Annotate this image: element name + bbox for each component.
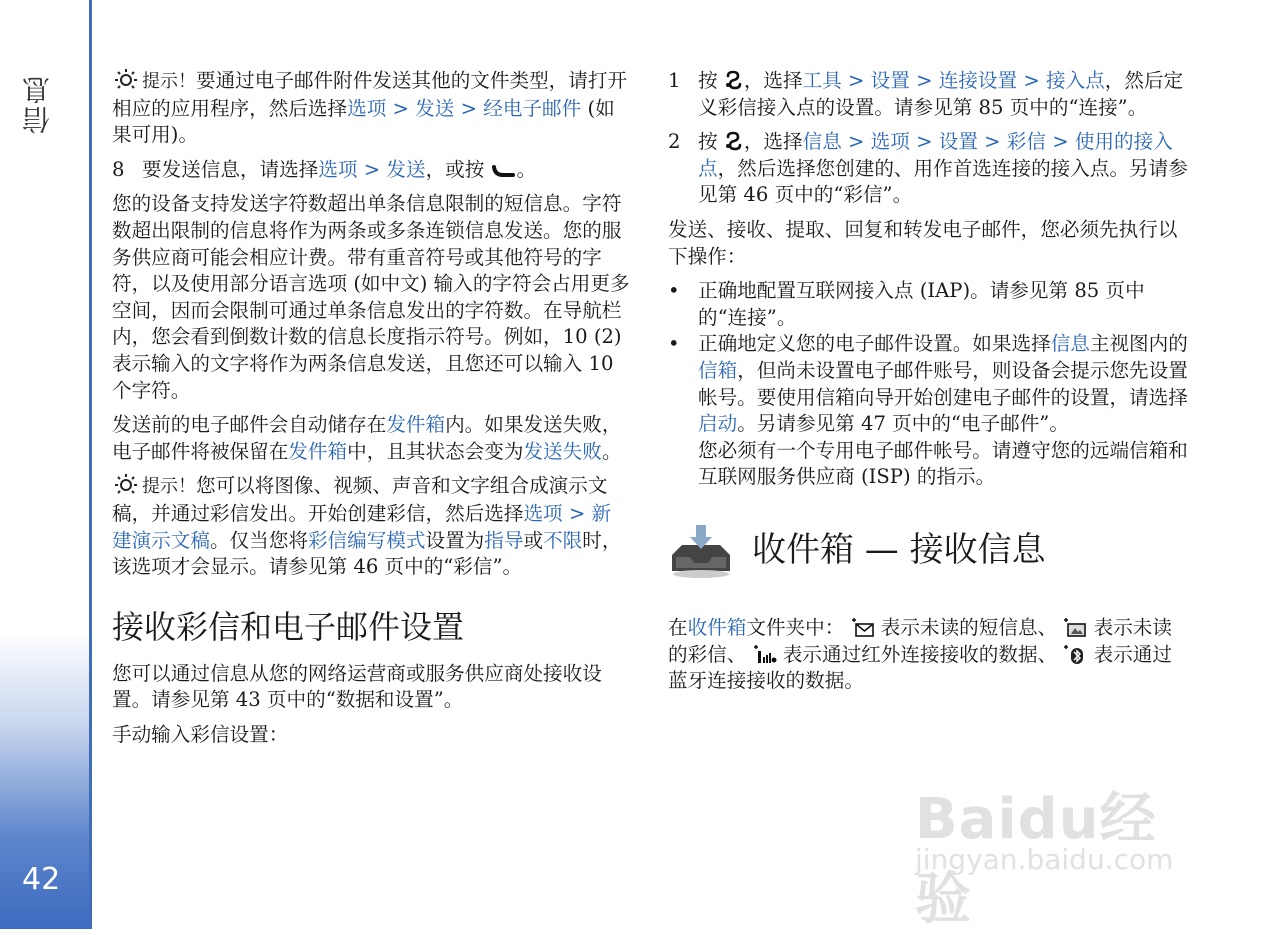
- step-2: [668, 129, 1190, 209]
- step-text: ，然后定义彩信接入点的设置。请参见第 85 页中的“连接”。: [698, 69, 1184, 119]
- bullet-text: 正确地配置互联网接入点 (IAP)。请参见第 85 页中的“连接”。: [698, 279, 1145, 329]
- paragraph-long-messages: 您的设备支持发送字符数超出单条信息限制的短信息。字符数超出限制的信息将作为两条或多条连锁信息发送。您的服务供应商可能会相应计费。带有重音符号或其他符号的字符，以及使用部分语言选项 (如中文) 输入的字符会占用更多空间，因而会限制可通过单条信息发出的字符数。在导航栏内，您会看到倒数计数的信息长度指示符号。例如，10 (2) 表示输入的文字将作为两条信息发送，且您还可以输入 10 个字符。: [112, 192, 630, 402]
- lightbulb-tip-icon: [112, 473, 142, 495]
- paragraph-inbox-icons: [668, 615, 1190, 695]
- tip-label: 提示！: [142, 476, 196, 498]
- link-connection-settings[interactable]: 连接设置: [938, 69, 1018, 92]
- infrared-data-icon: [753, 643, 777, 665]
- heading-receive-settings: 接收彩信和电子邮件设置: [112, 607, 465, 646]
- step-text: 。: [516, 157, 537, 181]
- separator: >: [841, 69, 871, 92]
- link-mms[interactable]: 彩信: [1006, 130, 1046, 154]
- link-send[interactable]: 发送: [415, 96, 455, 120]
- step-text: ，选择: [743, 130, 803, 154]
- para-text: 在: [668, 615, 688, 639]
- bullet-email-settings: [668, 331, 1190, 491]
- bluetooth-data-icon: [1063, 643, 1087, 665]
- link-messaging[interactable]: 信息: [1050, 332, 1090, 356]
- link-access-points[interactable]: 接入点: [1045, 69, 1105, 92]
- tip-1: [112, 68, 630, 149]
- link-via-email[interactable]: 经电子邮件: [483, 96, 582, 120]
- step-number: 8: [112, 157, 125, 181]
- sidebar: [0, 0, 92, 929]
- paragraph-manual-mms: 手动输入彩信设置：: [112, 722, 289, 746]
- separator: >: [562, 501, 592, 525]
- bullet-text: 主视图内的: [1089, 332, 1188, 356]
- tip-label: 提示！: [142, 71, 196, 92]
- link-settings[interactable]: 设置: [870, 69, 910, 92]
- step-number: 1: [668, 69, 681, 92]
- baidu-watermark: [905, 765, 1205, 932]
- call-key-icon: [491, 164, 517, 178]
- step-8: [112, 157, 630, 184]
- para-text: 表示通过红外连接接收的数据、: [776, 642, 1058, 666]
- link-guided[interactable]: 指导: [484, 528, 524, 552]
- tip-text: 设置为: [425, 528, 485, 552]
- link-settings[interactable]: 设置: [938, 130, 978, 154]
- tip-text: 您可以将图像、视频、声音和文字组合成演示文稿，并通过彩信发出。开始创建彩信，然后选择: [112, 474, 608, 525]
- bullet-text: 。另请参见第 47 页中的“电子邮件”。: [737, 412, 1069, 436]
- link-options[interactable]: 选项: [318, 157, 358, 181]
- bullet-text: 正确地定义您的电子邮件设置。如果选择: [698, 332, 1051, 356]
- tip-2: [112, 473, 630, 580]
- tip-text: 或: [523, 528, 544, 552]
- separator: >: [909, 130, 939, 154]
- separator: >: [1045, 130, 1075, 154]
- link-send[interactable]: 发送: [386, 157, 426, 181]
- section-title: 信息: [21, 74, 54, 134]
- link-mms-creation-mode[interactable]: 彩信编写模式: [307, 528, 426, 552]
- bullet-text: 您必须有一个专用电子邮件帐号。请遵守您的远端信箱和互联网服务供应商 (ISP) 的指示。: [698, 438, 1188, 489]
- link-inbox[interactable]: 收件箱: [687, 615, 747, 639]
- link-new-presentation[interactable]: 新建演示文稿: [112, 501, 612, 552]
- step-number: 2: [668, 130, 681, 154]
- link-outbox[interactable]: 发件箱: [386, 413, 446, 437]
- paragraph-outbox: [112, 412, 630, 465]
- link-outbox[interactable]: 发件箱: [288, 439, 348, 463]
- para-text: 。: [601, 439, 622, 463]
- link-messaging[interactable]: 信息: [802, 130, 842, 154]
- step-text: ，然后选择您创建的、用作首选连接的接入点。另请参见第 46 页中的“彩信”。: [698, 156, 1188, 207]
- step-text: ，选择: [743, 69, 803, 92]
- para-text: 文件夹中：: [746, 615, 845, 639]
- inbox-tray-icon: [668, 521, 734, 579]
- separator: >: [1017, 69, 1046, 92]
- paragraph-receive-settings: 您可以通过信息从您的网络运营商或服务供应商处接收设置。请参见第 43 页中的“数据和设置”。: [112, 661, 602, 712]
- para-text: 表示通过蓝牙连接接收的数据。: [668, 642, 1172, 693]
- inbox-heading: [668, 521, 1190, 579]
- step-text: 按: [698, 69, 718, 92]
- inbox-title: 收件箱 — 接收信息: [752, 529, 1046, 570]
- step-text: 要发送信息，请选择: [142, 157, 319, 181]
- unread-mms-icon: [1063, 616, 1087, 638]
- separator: >: [386, 96, 416, 120]
- para-text: 发送前的电子邮件会自动储存在: [112, 413, 387, 437]
- step-1: [668, 68, 1190, 121]
- para-text: 内。如果发送失败，电子邮件将被保留在: [112, 413, 622, 463]
- menu-key-icon: [724, 70, 744, 90]
- link-start[interactable]: 启动: [698, 412, 738, 436]
- link-mailbox[interactable]: 信箱: [698, 358, 738, 382]
- lightbulb-tip-icon: [112, 68, 142, 90]
- right-column: [668, 68, 1190, 703]
- separator: >: [977, 130, 1007, 154]
- paragraph-email-prereq: 发送、接收、提取、回复和转发电子邮件，您必须先执行以下操作：: [668, 217, 1178, 268]
- link-access-point-in-use[interactable]: 使用的接入点: [698, 130, 1173, 180]
- para-text: 表示未读的彩信、: [668, 615, 1172, 666]
- step-text: 按: [698, 130, 718, 154]
- tip-text: 要通过电子邮件附件发送其他的文件类型，请打开相应的应用程序，然后选择: [112, 69, 628, 120]
- watermark-logo-text: Baidu经验: [915, 787, 1157, 932]
- link-free[interactable]: 不限: [543, 528, 583, 552]
- separator: >: [454, 96, 484, 120]
- tip-text: 。仅当您将: [209, 528, 308, 552]
- bullet-text: ，但尚未设置电子邮件账号，则设备会提示您先设置帐号。要使用信箱向导开始创建电子邮件的设置，请选择: [698, 358, 1188, 409]
- link-options[interactable]: 选项: [870, 130, 910, 154]
- bullet-dot: •: [668, 279, 680, 303]
- separator: >: [909, 69, 939, 92]
- menu-key-icon: [724, 131, 744, 151]
- separator: >: [841, 130, 871, 154]
- step-text: ，或按: [425, 157, 485, 181]
- separator: >: [357, 157, 387, 181]
- link-tools[interactable]: 工具: [802, 69, 842, 92]
- tip-text: (如果可用)。: [112, 96, 615, 147]
- left-column: [112, 68, 630, 756]
- unread-sms-icon: [851, 616, 875, 638]
- para-text: 表示未读的短信息、: [874, 615, 1058, 639]
- para-text: 中，且其状态会变为: [347, 439, 524, 463]
- tip-text: 时，该选项才会显示。请参见第 46 页中的“彩信”。: [112, 528, 622, 579]
- bullet-iap: [668, 278, 1190, 331]
- watermark-url: jingyan.baidu.com: [915, 843, 1174, 876]
- page-number: 42: [22, 862, 61, 897]
- bullet-dot: •: [668, 332, 680, 356]
- link-options[interactable]: 选项: [347, 96, 387, 120]
- link-sending-failed[interactable]: 发送失败: [523, 439, 602, 463]
- link-options[interactable]: 选项: [523, 501, 563, 525]
